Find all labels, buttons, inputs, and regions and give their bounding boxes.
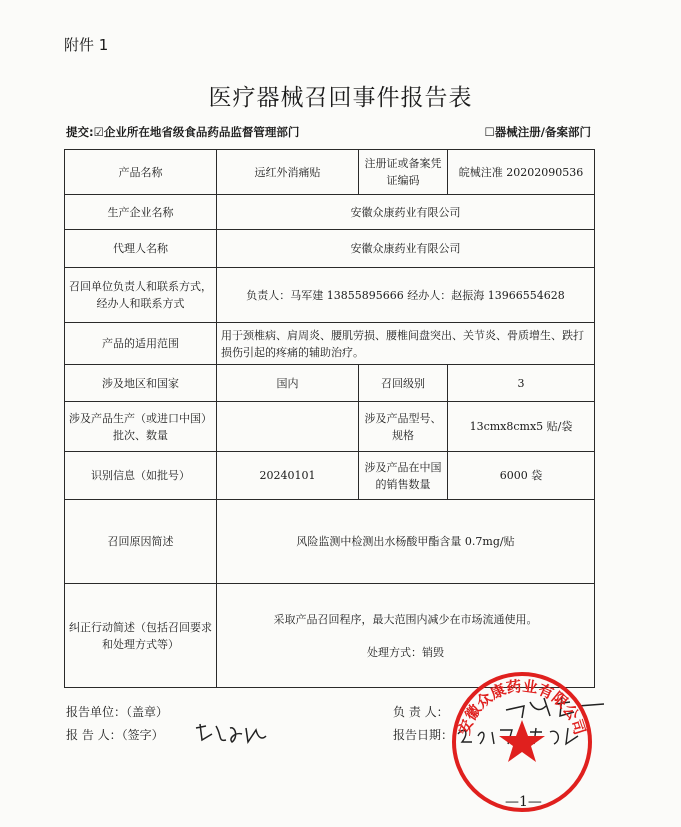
product-name-label: 产品名称: [65, 150, 217, 195]
report-unit: 报告单位：（盖章）: [66, 705, 169, 719]
id-value: 20240101: [217, 452, 359, 500]
manufacturer-value: 安徽众康药业有限公司: [217, 195, 595, 230]
table-row: [65, 230, 595, 268]
disposal-value: 处理方式：销毁: [367, 645, 444, 659]
level-value: 3: [448, 365, 595, 402]
table-row: [65, 365, 595, 402]
table-row: [65, 402, 595, 452]
table-row: [65, 195, 595, 230]
table-row: [65, 150, 595, 195]
contact-label: 召回单位负责人和联系方式，经办人和联系方式: [65, 268, 217, 323]
id-label: 识别信息（如批号）: [65, 452, 217, 500]
page-title: 医疗器械召回事件报告表: [208, 85, 473, 111]
attachment-label: 附件 1: [64, 36, 109, 54]
contact-value: 负责人：马军建 13855895666 经办人：赵振海 13966554628: [217, 268, 595, 323]
model-label: 涉及产品型号、规格: [359, 402, 448, 452]
seal-text: 安徽众康药业有限公司: [455, 677, 589, 738]
table-row: [65, 500, 595, 584]
model-value: 13cmx8cmx5 贴/袋: [448, 402, 595, 452]
batch-label: 涉及产品生产（或进口中国）批次、数量: [65, 402, 217, 452]
page-number: —1—: [505, 794, 542, 810]
table-row: [65, 323, 595, 365]
region-label: 涉及地区和国家: [65, 365, 217, 402]
report-date: 报告日期：: [393, 728, 454, 742]
agent-value: 安徽众康药业有限公司: [217, 230, 595, 268]
table-row: [65, 452, 595, 500]
table-row: [65, 268, 595, 323]
scope-label: 产品的适用范围: [65, 323, 217, 365]
action-value: 采取产品召回程序，最大范围内减少在市场流通使用。: [273, 612, 538, 626]
recall-report-table: [64, 149, 595, 688]
manufacturer-label: 生产企业名称: [65, 195, 217, 230]
reg-cert-value: 皖械注准 20202090536: [448, 150, 595, 195]
submit-right: ☐器械注册/备案部门: [484, 125, 591, 139]
action-label: 纠正行动简述（包括召回要求和处理方式等）: [65, 584, 217, 688]
region-value: 国内: [217, 365, 359, 402]
sales-label: 涉及产品在中国的销售数量: [359, 452, 448, 500]
reg-cert-label: 注册证或备案凭证编码: [359, 150, 448, 195]
reporter-signature: [192, 720, 272, 746]
batch-value: [217, 402, 359, 452]
sales-value: 6000 袋: [448, 452, 595, 500]
product-name-value: 远红外消痛贴: [217, 150, 359, 195]
reason-label: 召回原因简述: [65, 500, 217, 584]
level-label: 召回级别: [359, 365, 448, 402]
submit-left: 提交:☑企业所在地省级食品药品监督管理部门: [66, 125, 300, 139]
agent-label: 代理人名称: [65, 230, 217, 268]
reason-value: 风险监测中检测出水杨酸甲酯含量 0.7mg/贴: [217, 500, 595, 584]
scope-value: 用于颈椎病、肩周炎、腰肌劳损、腰椎间盘突出、关节炎、骨质增生、跌打损伤引起的疼痛的辅助治疗。: [217, 323, 595, 365]
submit-row: [66, 124, 591, 142]
person-in-charge: 负 责 人：: [393, 705, 449, 719]
reporter: 报 告 人：（签字）: [66, 728, 164, 742]
